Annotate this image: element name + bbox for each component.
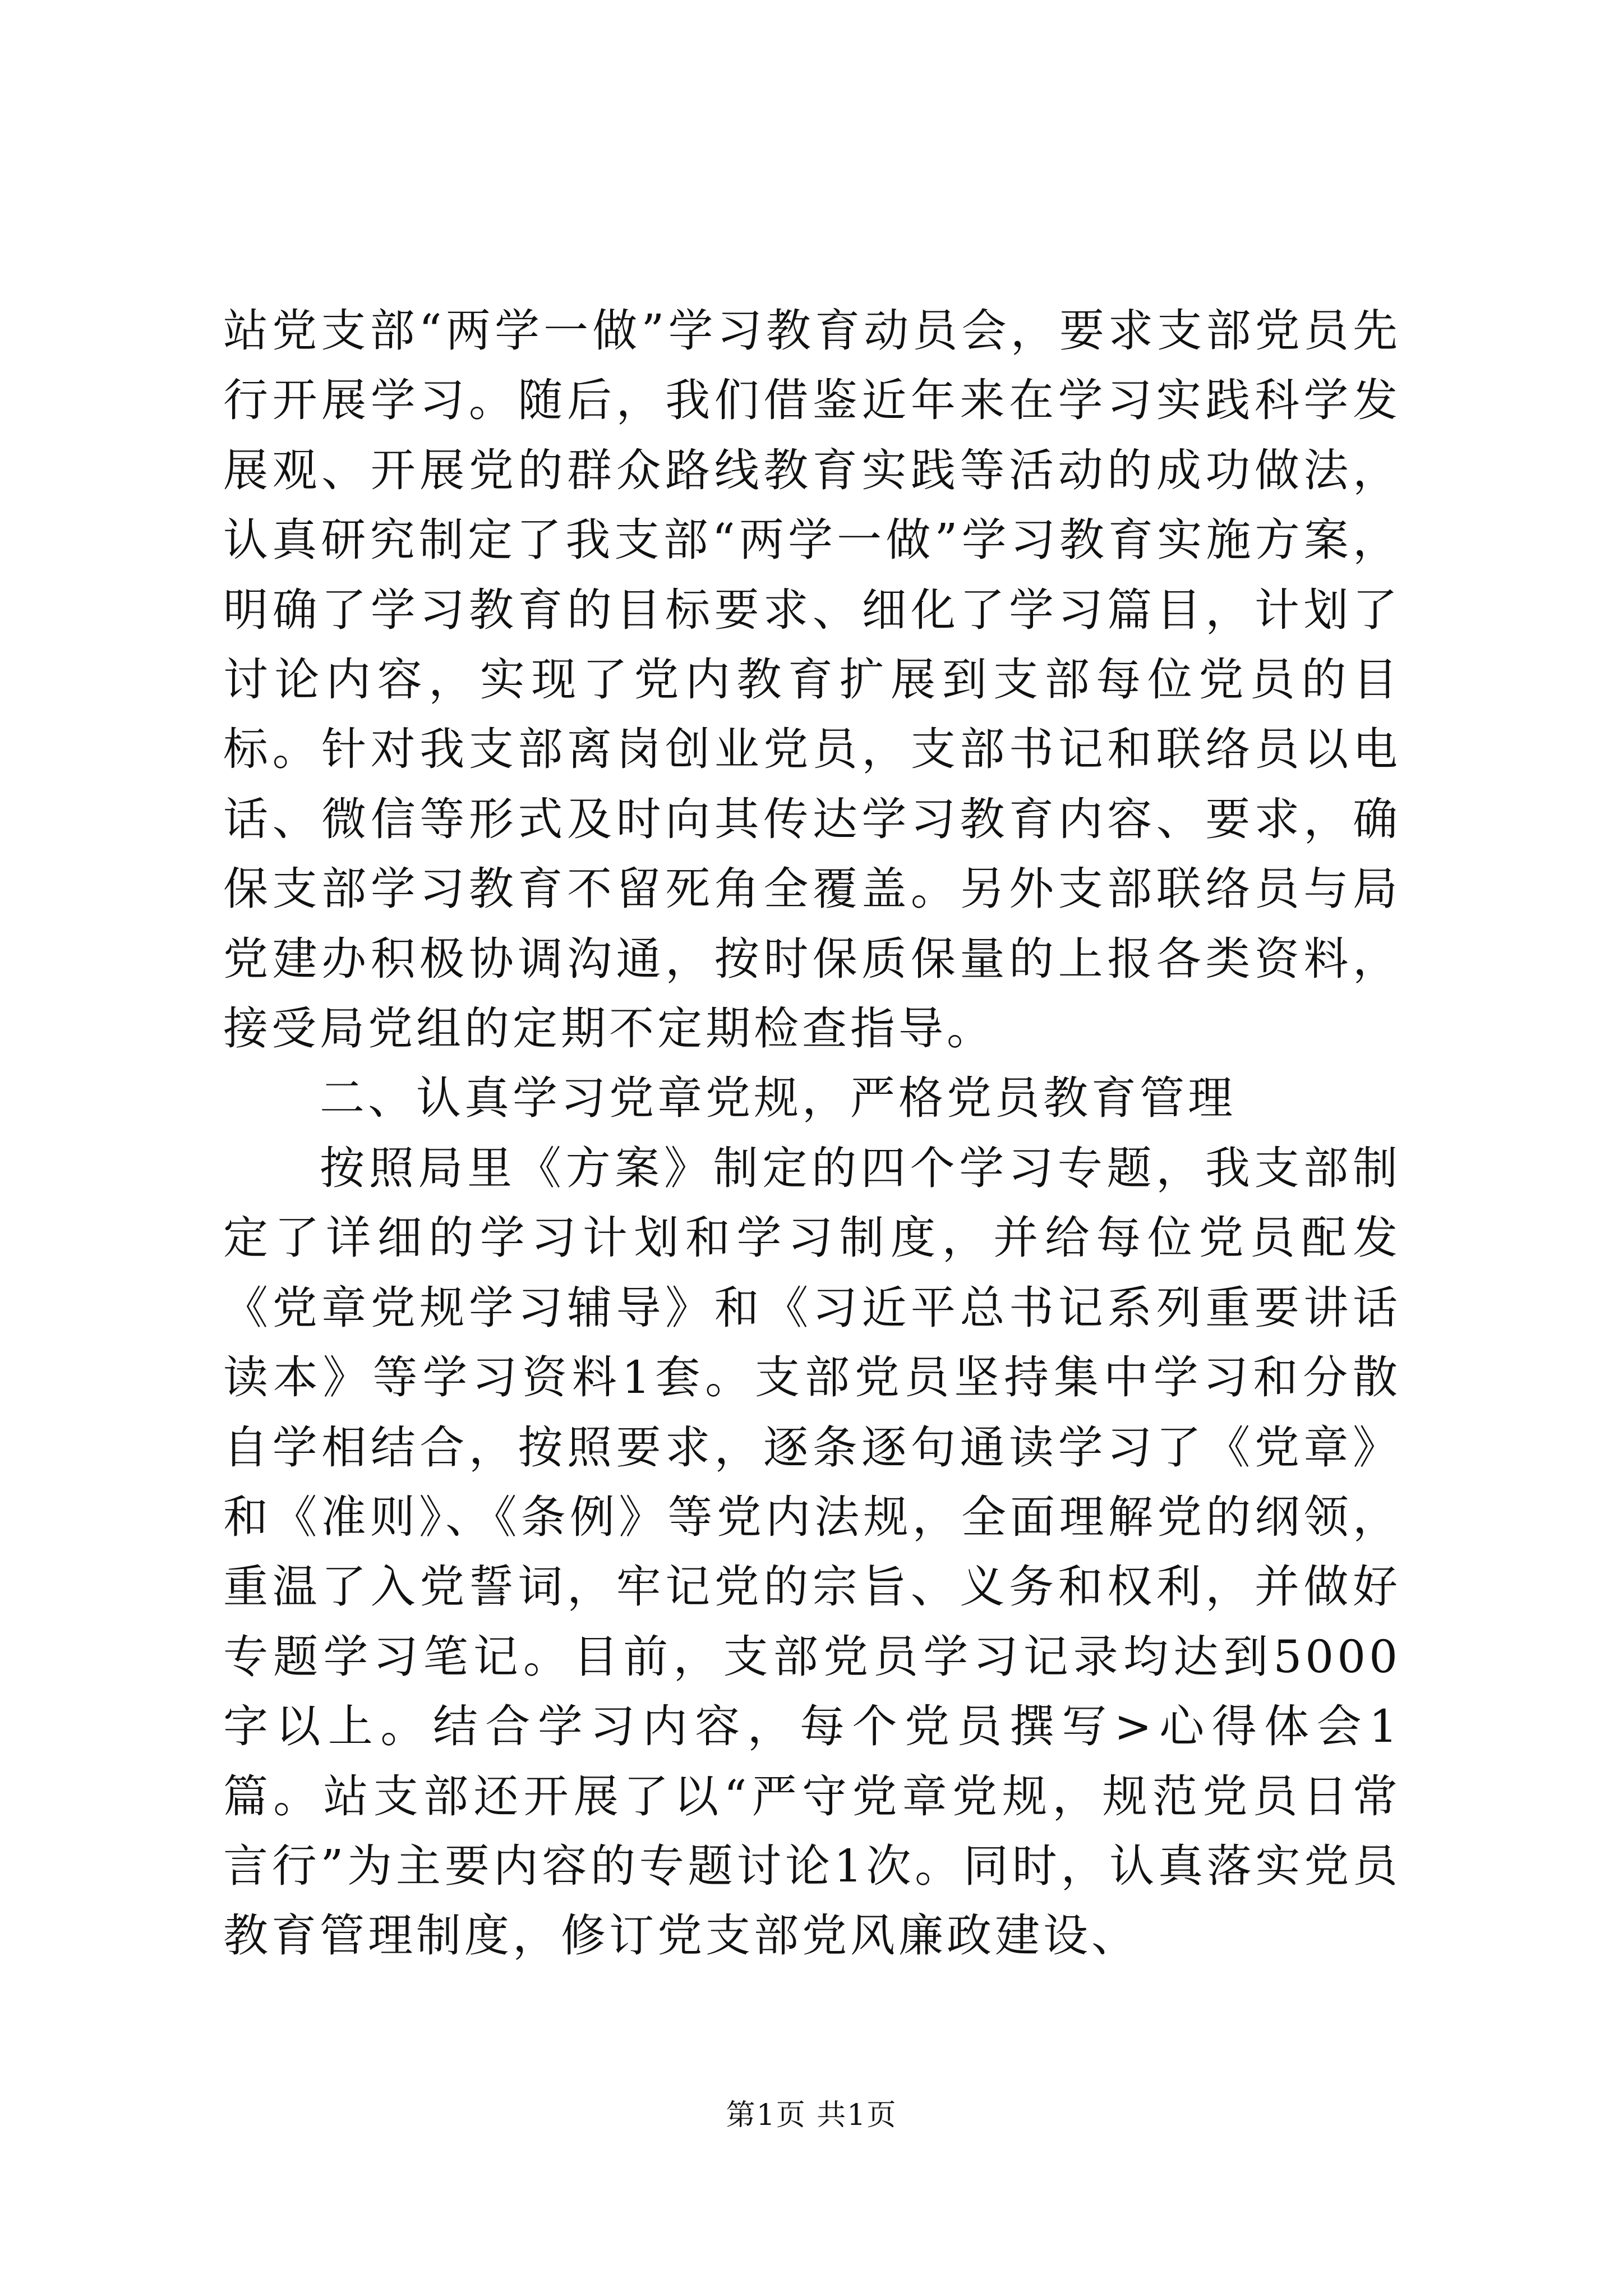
paragraph-1: 站党支部“两学一做”学习教育动员会，要求支部党员先行开展学习。随后，我们借鉴近年来在学习实践科学发展观、开展党的群众路线教育实践等活动的成功做法，认真研究制定了我支部“两学一做”学习教育实施方案，明确了学习教育的目标要求、细化了学习篇目，计划了讨论内容，实现了党内教育扩展到支部每位党员的目标。针对我支部离岗创业党员，支部书记和联络员以电话、微信等形式及时向其传达学习教育内容、要求，确保支部学习教育不留死角全覆盖。另外支部联络员与局党建办积极协调沟通，按时保质保量的上报各类资料，接受局党组的定期不定期检查指导。 [223,305,1401,1055]
paragraph-2: 按照局里《方案》制定的四个学习专题，我支部制定了详细的学习计划和学习制度，并给每位党员配发《党章党规学习辅导》和《习近平总书记系列重要讲话读本》等学习资料1套。支部党员坚持集中学习和分散自学相结合，按照要求，逐条逐句通读学习了《党章》和《准则》、《条例》等党内法规，全面理解党的纲领，重温了入党誓词，牢记党的宗旨、义务和权利，并做好专题学习笔记。目前，支部党员学习记录均达到5000字以上。结合学习内容，每个党员撰写>心得体会1篇。站支部还开展了以“严守党章党规，规范党员日常言行”为主要内容的专题讨论1次。同时，认真落实党员教育管理制度，修订党支部党风廉政建设、 [223,1142,1401,1962]
page-footer: 第1页 共1页 [726,2099,897,2132]
section-heading-2: 二、认真学习党章党规，严格党员教育管理 [320,1072,1236,1125]
document-body [223,296,1401,1971]
